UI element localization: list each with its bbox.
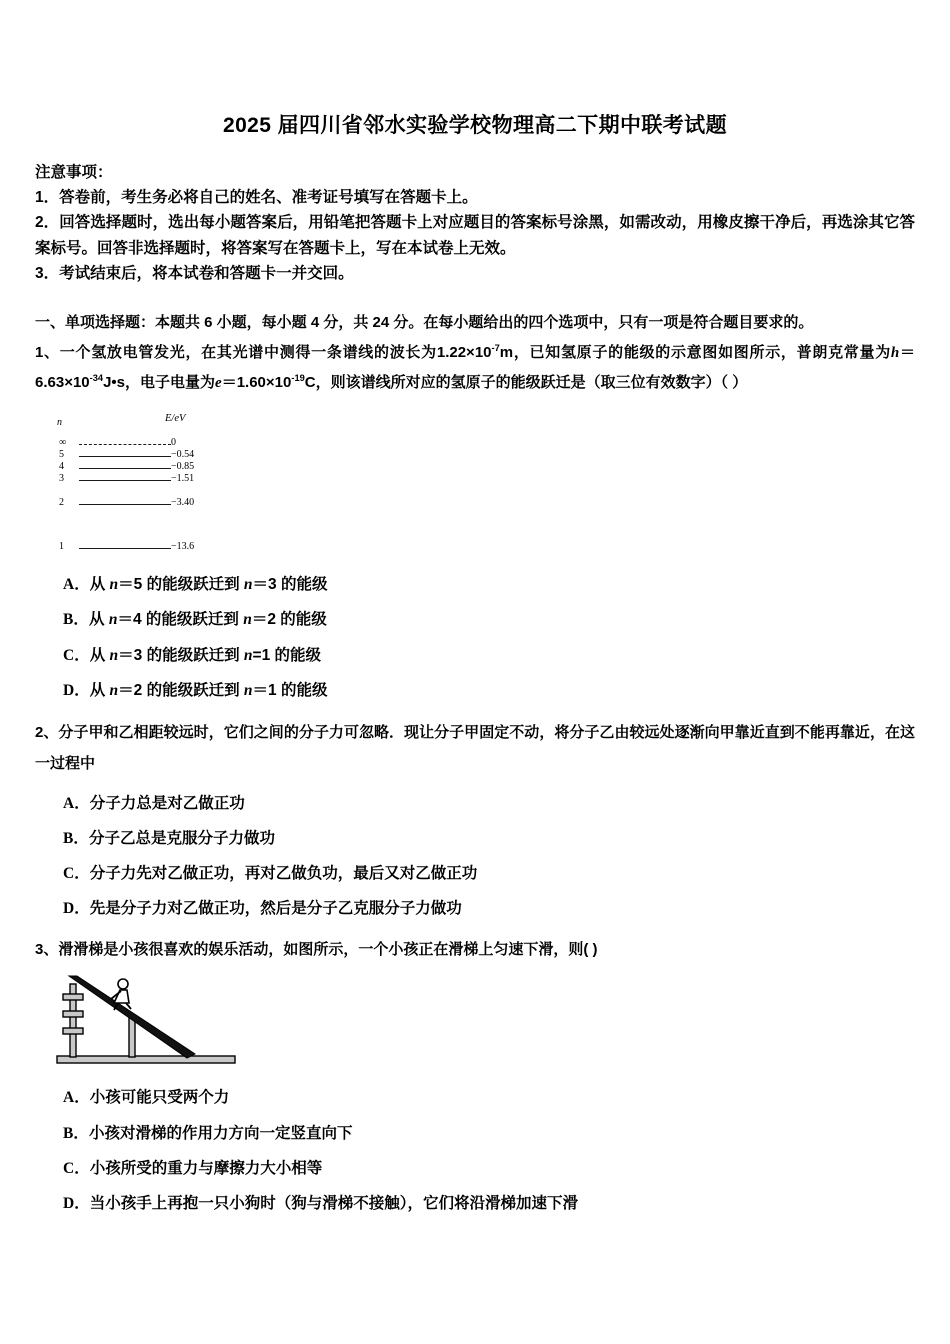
option-text-prefix: 从 — [89, 611, 109, 629]
option-text-suffix: 的能级 — [275, 611, 327, 629]
option-label: C． — [63, 646, 90, 664]
wavelength-exponent: -7 — [491, 342, 500, 353]
charge-symbol: e — [215, 375, 222, 392]
question-1-text-a: 一个氢放电管发光，在其光谱中测得一条谱线的波长为 — [59, 343, 437, 361]
option-label: A． — [63, 576, 90, 593]
question-1-stem — [35, 338, 915, 400]
question-3-text: 滑滑梯是小孩很喜欢的娱乐活动，如图所示，一个小孩正在滑梯上匀速下滑，则( ) — [58, 940, 598, 958]
energy-level-row — [57, 473, 262, 485]
question-3-option-b[interactable] — [35, 1122, 915, 1145]
slide-diagram-svg — [55, 974, 240, 1074]
option-n-to: =1 — [252, 646, 271, 664]
option-n-symbol: n — [243, 576, 253, 593]
option-n-symbol: n — [243, 611, 252, 629]
option-label: B． — [63, 611, 89, 629]
question-1-option-b[interactable] — [35, 608, 915, 631]
option-text: 先是分子力对乙做正功，然后是分子乙克服分子力做功 — [89, 900, 462, 918]
energy-level-n: 2 — [59, 497, 64, 508]
option-text-mid: 的能级跃迁到 — [141, 611, 244, 629]
question-1-option-c[interactable] — [35, 644, 915, 667]
option-n-from: ＝2 — [118, 681, 143, 699]
option-n-to: ＝3 — [252, 576, 277, 593]
option-label: D． — [63, 681, 90, 699]
option-text: 小孩对滑梯的作用力方向一定竖直向下 — [89, 1124, 353, 1142]
option-text-mid: 的能级跃迁到 — [142, 681, 244, 699]
energy-level-n: ∞ — [59, 437, 67, 448]
option-text-suffix: 的能级 — [276, 576, 328, 593]
question-3-option-a[interactable] — [35, 1086, 915, 1109]
notice-item-2: 2．回答选择题时，选出每小题答案后，用铅笔把答题卡上对应题目的答案标号涂黑，如需改动，用橡皮擦干净后，再选涂其它答案标号。回答非选择题时，将答案写在答题卡上，写在本试卷上无效。 — [35, 214, 915, 257]
energy-level-row — [57, 437, 262, 449]
option-label: A． — [63, 794, 90, 812]
ladder-rung — [63, 1028, 83, 1034]
energy-level-row — [57, 449, 262, 461]
planck-symbol: h — [890, 344, 900, 361]
option-n-to: ＝2 — [251, 611, 276, 629]
option-label: C． — [63, 1159, 90, 1177]
wavelength-value: 1.22×10 — [436, 343, 492, 361]
question-2-option-d[interactable] — [35, 897, 915, 920]
option-label: B． — [63, 1124, 89, 1142]
option-text-prefix: 从 — [89, 576, 110, 593]
energy-level-value: −0.85 — [171, 461, 195, 472]
energy-level-value: −1.51 — [171, 473, 195, 484]
option-n-symbol: n — [108, 611, 118, 629]
energy-axis-n-label: n — [57, 417, 62, 428]
charge-exponent: -19 — [291, 373, 305, 384]
option-n-symbol: n — [109, 646, 119, 664]
option-n-symbol: n — [109, 681, 119, 699]
question-2-option-c[interactable] — [35, 862, 915, 885]
option-text: 分子力先对乙做正功，再对乙做负功，最后又对乙做正功 — [89, 865, 478, 882]
question-1-number: 1、 — [35, 343, 60, 361]
option-n-from: ＝4 — [117, 611, 142, 629]
option-label: D． — [63, 1195, 90, 1213]
question-2-option-b[interactable] — [35, 827, 915, 850]
question-1-text-b: ，已知氢原子的能级的示意图如图所示，普朗克常量为 — [513, 343, 891, 361]
question-2-text: 分子甲和乙相距较远时，它们之间的分子力可忽略．现让分子甲固定不动，将分子乙由较远处逐渐向甲靠近直到不能再靠近，在这一过程中 — [35, 724, 915, 772]
option-text-mid: 的能级跃迁到 — [142, 646, 244, 664]
option-text-suffix: 的能级 — [276, 681, 328, 699]
child-head — [118, 979, 128, 989]
option-text-mid: 的能级跃迁到 — [142, 576, 244, 593]
question-1-option-d[interactable] — [35, 679, 915, 702]
planck-value: ＝6.63×10 — [35, 343, 915, 392]
energy-level-n: 4 — [59, 461, 64, 472]
option-label: D． — [63, 900, 90, 918]
option-text-prefix: 从 — [89, 646, 110, 664]
option-text-prefix: 从 — [89, 681, 110, 699]
energy-level-value: −13.6 — [171, 541, 195, 552]
option-n-symbol: n — [243, 681, 253, 699]
energy-level-row — [57, 541, 262, 553]
charge-unit: C — [304, 374, 316, 392]
energy-level-row — [57, 497, 262, 509]
option-n-symbol: n — [109, 576, 119, 593]
energy-level-diagram — [57, 413, 262, 561]
notice-item-3: 3．考试结束后，将本试卷和答题卡一并交回。 — [35, 264, 354, 282]
question-3-stem — [35, 937, 915, 963]
energy-level-line — [79, 548, 171, 549]
energy-level-line — [79, 480, 171, 481]
child-body — [114, 990, 129, 1003]
notice-item-1: 1．答卷前，考生务必将自己的姓名、准考证号填写在答题卡上。 — [35, 189, 478, 207]
support-post — [129, 1016, 135, 1057]
question-3-option-d[interactable] — [35, 1192, 915, 1215]
option-label: A． — [63, 1089, 90, 1107]
energy-level-line — [79, 468, 171, 469]
option-n-symbol: n — [243, 646, 253, 664]
planck-unit: J•s — [103, 374, 126, 392]
section-heading: 一、单项选择题：本题共 6 小题，每小题 4 分，共 24 分。在每小题给出的四个选项中，只有一项是符合题目要求的。 — [35, 313, 814, 331]
question-1-option-a[interactable] — [35, 573, 915, 596]
energy-level-row — [57, 461, 262, 473]
slide-illustration — [55, 974, 240, 1074]
energy-level-line — [79, 456, 171, 457]
option-n-from: ＝5 — [118, 576, 143, 593]
notice-heading: 注意事项： — [35, 164, 113, 182]
energy-level-value: −0.54 — [171, 449, 195, 460]
energy-level-n: 3 — [59, 473, 64, 484]
energy-level-line — [79, 504, 171, 505]
question-1-text-c: ，电子电量为 — [125, 374, 216, 392]
ladder-rung — [63, 1011, 83, 1017]
ladder-rung — [63, 994, 83, 1000]
child-leg — [126, 1003, 131, 1009]
option-text: 小孩所受的重力与摩擦力大小相等 — [89, 1159, 323, 1177]
option-label: C． — [63, 865, 90, 882]
wavelength-unit: m — [499, 343, 514, 361]
energy-level-n: 5 — [59, 449, 64, 460]
option-text: 小孩可能只受两个力 — [89, 1089, 230, 1107]
question-3-number: 3、 — [35, 940, 59, 958]
option-n-from: ＝3 — [118, 646, 143, 664]
question-1-text-d: ，则该谱线所对应的氢原子的能级跃迁是（取三位有效数字）（ ） — [315, 374, 748, 392]
page-title: 2025 届四川省邻水实验学校物理高二下期中联考试题 — [223, 114, 727, 137]
energy-level-line — [79, 444, 171, 445]
option-text: 分子力总是对乙做正功 — [89, 794, 245, 812]
energy-level-n: 1 — [59, 541, 64, 552]
energy-axis-e-label: E/eV — [165, 413, 186, 424]
option-label: B． — [63, 829, 89, 847]
question-2-stem — [35, 718, 915, 780]
option-n-to: ＝1 — [252, 681, 277, 699]
option-text-suffix: 的能级 — [270, 646, 322, 664]
option-text: 当小孩手上再抱一只小狗时（狗与滑梯不接触），它们将沿滑梯加速下滑 — [89, 1195, 578, 1213]
question-3-option-c[interactable] — [35, 1157, 915, 1180]
planck-exponent: -34 — [89, 373, 104, 384]
energy-level-value: 0 — [171, 437, 176, 448]
charge-value: ＝1.60×10 — [221, 374, 292, 392]
ground-base — [57, 1056, 235, 1063]
question-2-option-a[interactable] — [35, 792, 915, 815]
question-2-number: 2、 — [35, 724, 59, 741]
option-text: 分子乙总是克服分子力做功 — [89, 829, 276, 847]
energy-level-value: −3.40 — [171, 497, 195, 508]
